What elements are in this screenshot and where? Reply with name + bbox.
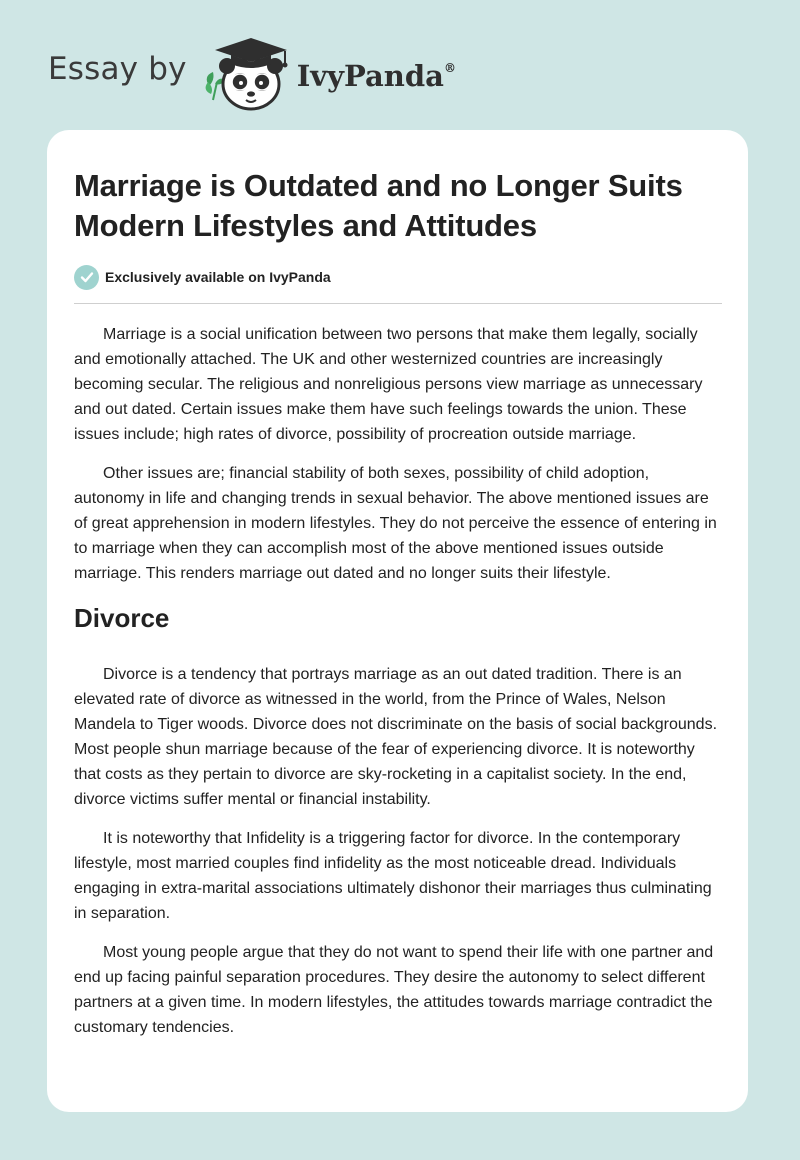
essay-card [47,130,748,1112]
paragraph: Other issues are; financial stability of both sexes, possibility of child adoption, autonomy in life and changing trends in sexual behavior. The above mentioned issues are of great apprehension in modern lifestyles. They do not perceive the essence of entering in to marriage when they can accomplish most of the above mentioned issues outside marriage. This renders marriage out dated and no longer suits their lifestyle. [74,465,717,582]
site-header [48,34,456,114]
panda-graduation-cap-icon [201,34,291,114]
paragraph: Divorce is a tendency that portrays marriage as an out dated tradition. There is an elevated rate of divorce as witnessed in the world, from the Prince of Wales, Nelson Mandela to Tiger woods. Divorce does not discriminate on the basis of social backgrounds. Most people shun marriage because of the fear of experiencing divorce. It is noteworthy that costs as they pertain to divorce are sky-rocketing in a capitalist society. In the end, divorce victims suffer mental or financial instability. [74,666,718,808]
paragraph: It is noteworthy that Infidelity is a triggering factor for divorce. In the contemporary lifestyle, most married couples find infidelity as the most noticeable dread. Individuals engaging in extra-marital associations ultimately dishonor their marriages thus culminating in separation. [74,830,712,922]
exclusive-label: Exclusively available on IvyPanda [105,269,331,285]
essay-by-label: Essay by [48,51,187,87]
paragraph: Most young people argue that they do not want to spend their life with one partner and end up facing painful separation procedures. They desire the autonomy to select different partners at a given time. In modern lifestyles, the attitudes towards marriage contradict the customary tendencies. [74,944,714,1036]
brand-name: IvyPanda® [296,59,456,93]
essay-title: Marriage is Outdated and no Longer Suits Modern Lifestyles and Attitudes [74,168,683,243]
divider [74,303,722,304]
ivypanda-logo[interactable] [201,34,456,114]
paragraph: Marriage is a social unification between two persons that make them legally, socially and emotionally attached. The UK and other westernized countries are increasingly becoming secular. The religious and nonreligious persons view marriage as unnecessary and out dated. Certain issues make them have such feelings towards the union. These issues include; high rates of divorce, possibility of procreation outside marriage. [74,326,703,443]
check-icon [74,265,99,290]
section-heading: Divorce [74,603,170,633]
exclusive-badge [74,263,722,291]
